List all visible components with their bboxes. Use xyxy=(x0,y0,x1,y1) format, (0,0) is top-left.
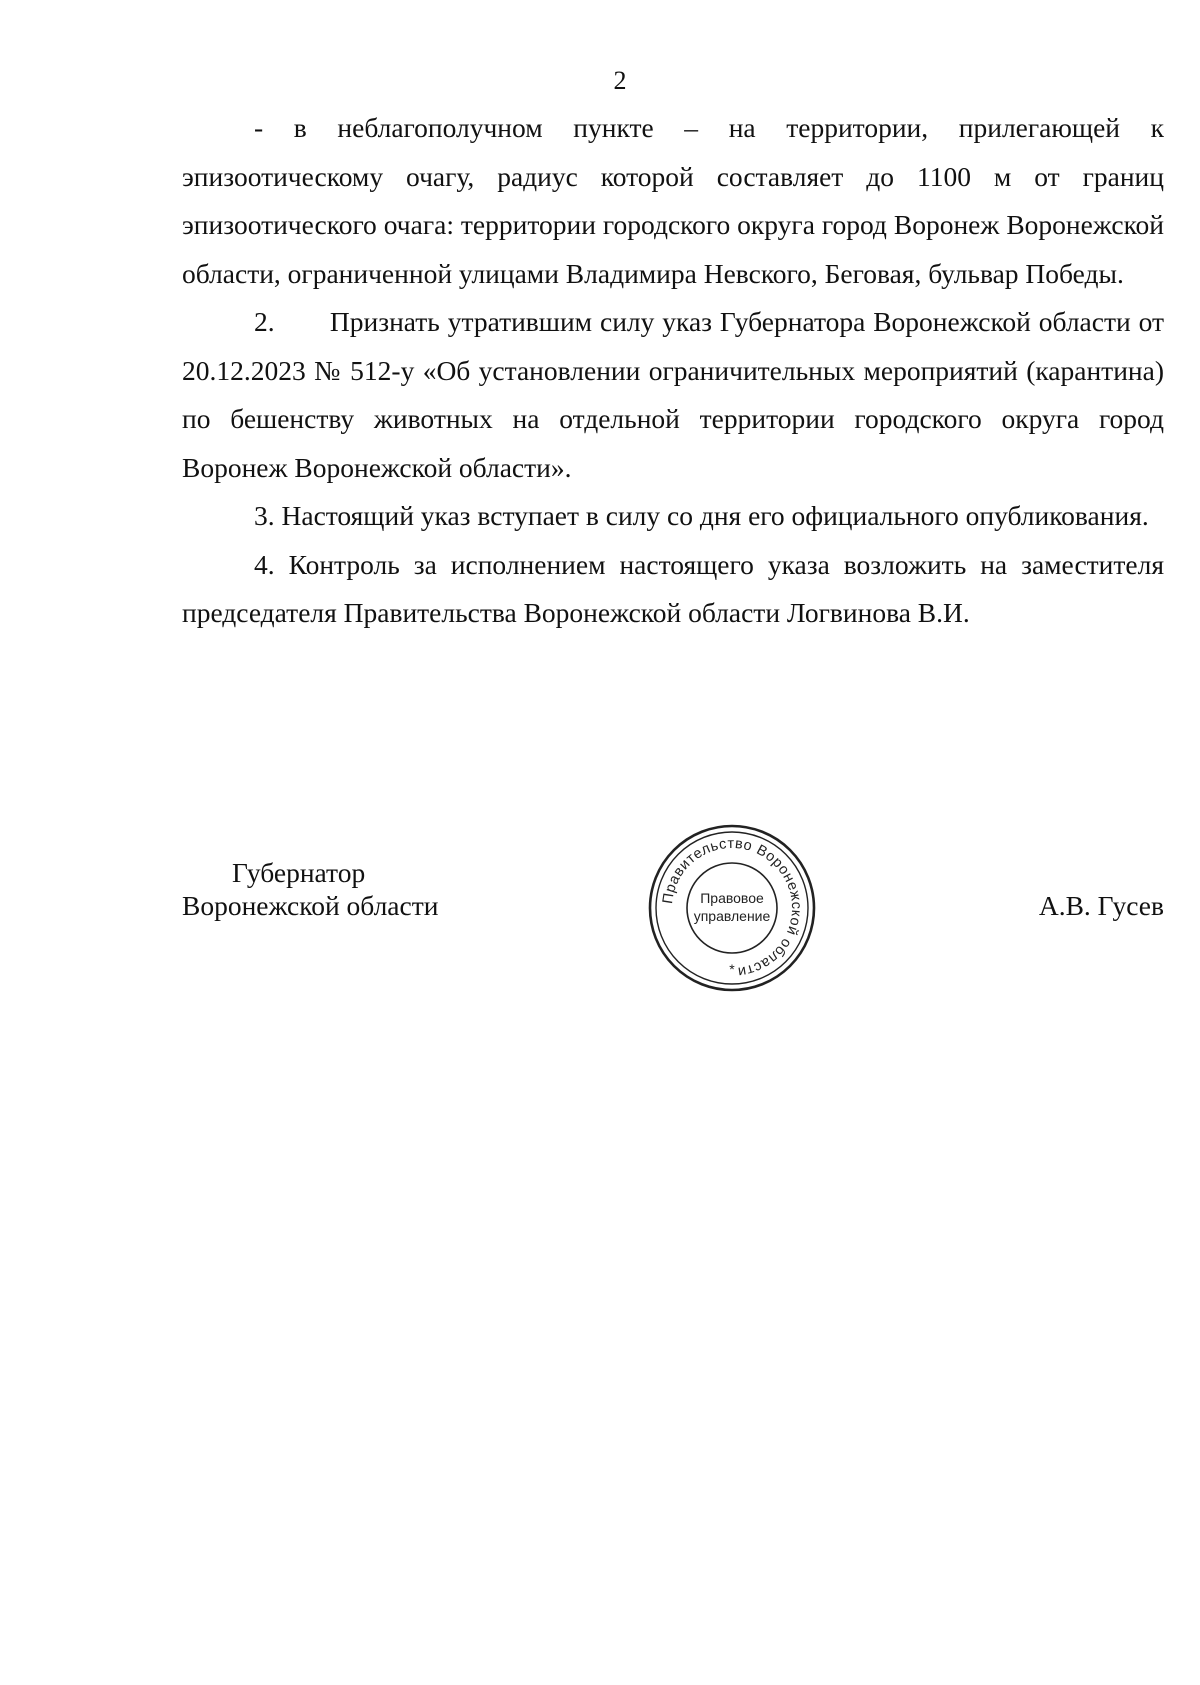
signature-block xyxy=(182,820,1164,980)
signatory-title xyxy=(182,856,438,922)
paragraph-4-control: 4. Контроль за исполнением настоящего указа возложить на заместителя председателя Правительства Воронежской области Логвинова В.И. xyxy=(182,548,1164,628)
paragraph-territory: - в неблагополучном пункте – на территории, прилегающей к эпизоотическому очагу, радиус которой составляет до 1100 м от границ эпизоотического очага: территории городского округа город Воронеж Воронежской области, ограниченной улицами Владимира Невского, Беговая, бульвар Победы. xyxy=(182,112,1164,289)
signatory-title-line2: Воронежской области xyxy=(182,890,439,921)
stamp-seal-icon xyxy=(644,820,820,996)
stamp-star: * xyxy=(729,961,735,977)
paragraph-2-repeal: 2. Признать утратившим силу указ Губернатора Воронежской области от 20.12.2023 № 512-у «Об установлении ограничительных мероприятий (карантина) по бешенству животных на отдельной территории городского округа город Воронеж Воронежской области». xyxy=(182,306,1171,483)
stamp-outer-textpath: Правительство Воронежской области xyxy=(660,835,805,980)
signatory-title-line1: Губернатор xyxy=(232,857,366,888)
signatory-name: А.В. Гусев xyxy=(1038,890,1164,921)
official-stamp xyxy=(644,820,820,996)
stamp-inner-line2: управление xyxy=(693,908,771,924)
page-number: 2 xyxy=(613,66,627,95)
document-body xyxy=(182,104,1171,638)
stamp-inner-line1: Правовое xyxy=(700,890,764,906)
paragraph-3-effective: 3. Настоящий указ вступает в силу со дня его официального опубликования. xyxy=(254,500,1149,531)
